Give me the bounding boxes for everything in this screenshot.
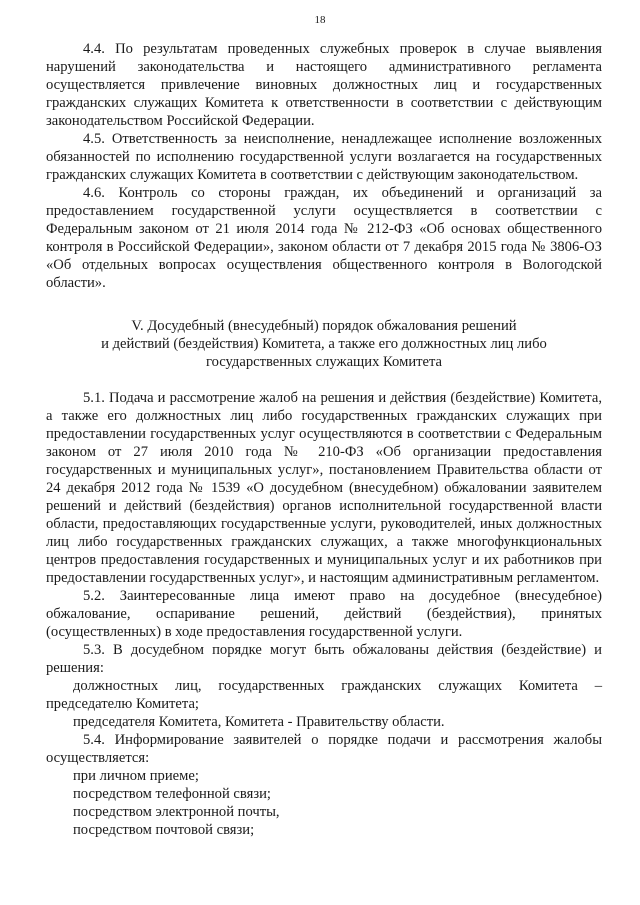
paragraph-5-3: 5.3. В досудебном порядке могут быть обжалованы действия (бездействие) и решения: — [46, 642, 602, 676]
paragraph-5-3-item: председателя Комитета, Комитета - Правительству области. — [73, 714, 445, 730]
section-heading-line-2: и действий (бездействия) Комитета, а также его должностных лиц либо — [101, 336, 547, 352]
list-item: посредством телефонной связи; — [73, 786, 271, 802]
paragraph-5-3-item: должностных лиц, государственных гражданских служащих Комитета – председателю Комитета; — [46, 678, 602, 712]
list-item: при личном приеме; — [73, 768, 199, 784]
paragraph-4-6: 4.6. Контроль со стороны граждан, их объединений и организаций за предоставлением государственной услуги осуществляется в соответствии с Федеральным законом от 21 июля 2014 года № 212-ФЗ «Об основах общественного контроля в Российской Федерации», законом области от 7 декабря 2015 года № 3806-ОЗ «Об отдельных вопросах осуществления общественного контроля в Вологодской области». — [46, 185, 602, 291]
paragraph-4-5: 4.5. Ответственность за неисполнение, ненадлежащее исполнение возложенных обязанностей по исполнению государственной услуги возлагается на государственных гражданских служащих Комитета в соответствии с действующим законодательством. — [46, 131, 602, 183]
section-heading-line-1: V. Досудебный (внесудебный) порядок обжалования решений — [131, 318, 517, 334]
section-heading — [46, 317, 602, 371]
page-number: 18 — [314, 14, 326, 26]
paragraph-4-4: 4.4. По результатам проведенных служебных проверок в случае выявления нарушений законодательства и настоящего административного регламента осуществляется привлечение виновных должностных лиц и государственных гражданских служащих Комитета к ответственности в соответствии с действующим законодательством Российской Федерации. — [46, 41, 602, 129]
paragraph-5-4: 5.4. Информирование заявителей о порядке подачи и рассмотрения жалобы осуществляется: — [46, 732, 602, 766]
list-item: посредством почтовой связи; — [73, 822, 255, 838]
section-heading-line-3: государственных служащих Комитета — [205, 354, 443, 370]
paragraph-5-1: 5.1. Подача и рассмотрение жалоб на решения и действия (бездействие) Комитета, а также его должностных лиц либо государственных гражданских служащих при предоставлении государственных услуг осуществляются в соответствии с Федеральным законом от 27 июля 2010 года № 210-ФЗ «Об организации предоставления государственных и муниципальных услуг», постановлением Правительства области от 24 декабря 2012 года № 1539 «О досудебном (внесудебном) обжаловании заявителем решений и действий (бездействия) органов исполнительной государственной власти области, предоставляющих государственные услуги, руководителей, иных должностных лиц либо государственных гражданских служащих, а также многофункциональных центров предоставления государственных и муниципальных услуг и их работников при предоставлении государственных услуг», и настоящим административным регламентом. — [46, 390, 602, 586]
page-content — [46, 40, 602, 839]
list-item: посредством электронной почты, — [73, 804, 280, 820]
paragraph-5-2: 5.2. Заинтересованные лица имеют право на досудебное (внесудебное) обжалование, оспаривание решений, действий (бездействия), принятых (осуществленных) в ходе предоставления государственной услуги. — [46, 588, 602, 640]
